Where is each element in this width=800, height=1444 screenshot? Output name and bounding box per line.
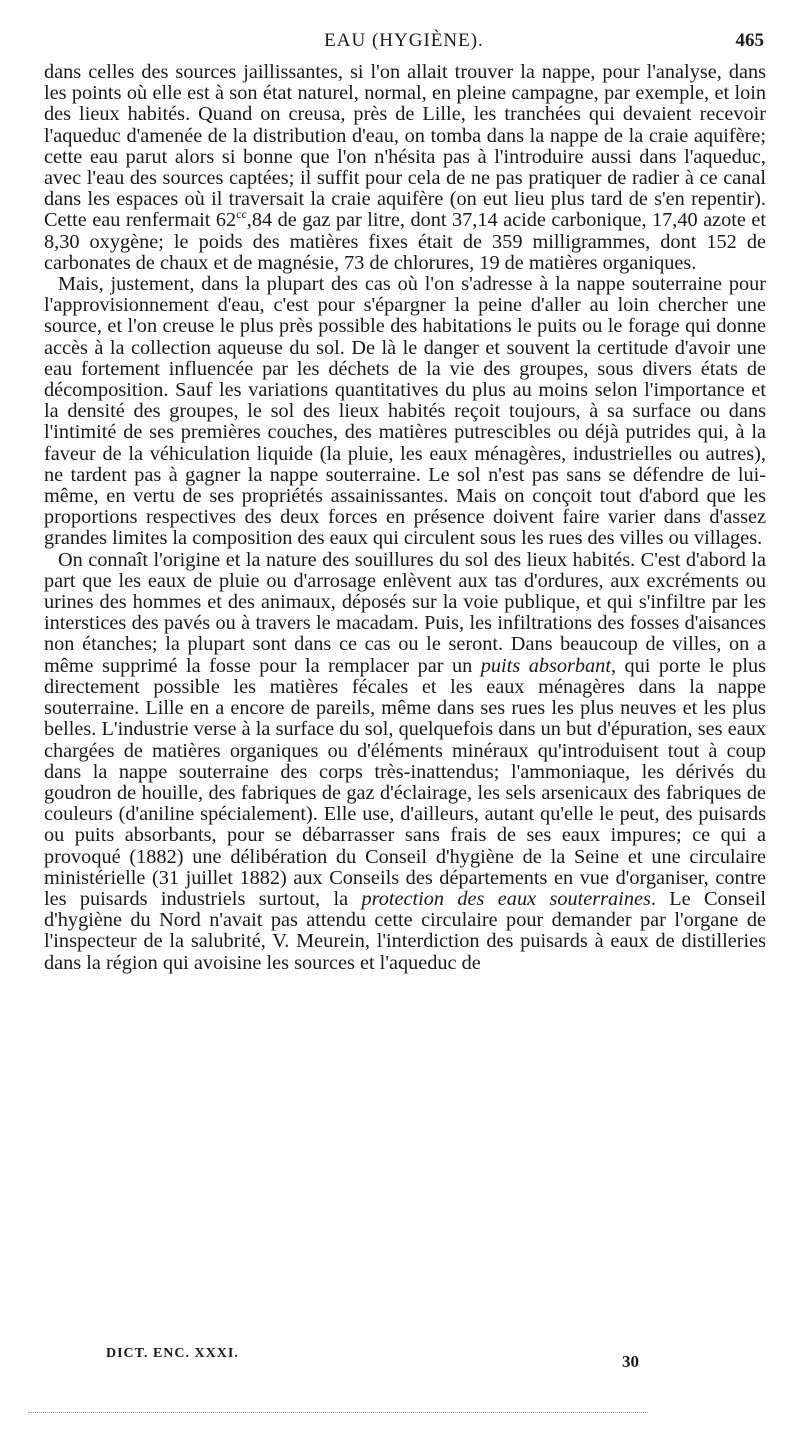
text-run: dans celles des sources jaillissantes, si l'on allait trouver la nappe, pour l'analyse, dans les points où elle est à son état naturel, normal, en pleine campagne, par exemple, et loin des lieux habités. Quand on creusa, près de Lille, les tranchées qui devaient recevoir l'aqueduc d'amenée de la distribution d'eau, on tomba dans la nappe de la craie aquifère; cette eau parut alors si bonne que l'on n'hésita pas à l'introduire aussi dans l'aqueduc, avec l'eau des sources captées; il suffit pour cela de ne pas pratiquer de radier à ce canal dans les espaces où il traversait la craie aquifère (on eut lieu plus tard de s'en repentir). Cette eau renfermait 62 [44, 61, 766, 232]
paragraph [44, 62, 766, 274]
paragraph [44, 550, 766, 974]
signature-number: 30 [622, 1352, 639, 1371]
italic-term: puits absorbant [480, 654, 611, 677]
text-run: Mais, justement, dans la plupart des cas où l'on s'adresse à la nappe souterraine pour l'approvisionnement d'eau, c'est pour s'épargner la peine d'aller au loin chercher une source, et l'on creuse le plus près possible des habitations le puits ou le forage qui donne accès à la collection aqueuse du sol. De là le danger et souvent la certitude d'avoir une eau fortement influencée par les déchets de la vie des groupes, sous divers états de décomposition. Sauf les variations quantitatives du plus au moins selon l'importance et la densité des groupes, le sol des lieux habités reçoit toujours, à sa surface ou dans l'intimité de ses premières couches, des matières putrescibles ou déjà putrides qui, à la faveur de la véhiculation liquide (la pluie, les eaux ménagères, industrielles ou autres), ne tardent pas à gagner la nappe souterraine. Le sol n'est pas sans se défendre de lui-même, en vertu de ses propriétés assainissantes. Mais on conçoit tout d'abord que les proportions respectives des deux forces en présence doivent faire varier dans d'assez grandes limites la composition des eaux qui circulent sous les rues des villes ou villages. [44, 273, 766, 550]
page-header [44, 30, 764, 54]
italic-term: protection des eaux souterraines [361, 887, 651, 910]
superscript-unit: cc [236, 207, 247, 222]
text-run: . Le Conseil d'hygiène du Nord n'avait pas attendu cette circulaire pour demander par l'organe de l'inspecteur de la salubrité, V. Meurein, l'interdiction des puisards à eaux de distilleries dans la région qui avoisine les sources et l'aqueduc de [44, 887, 766, 974]
page-number: 465 [735, 30, 764, 51]
text-run: ,84 de gaz par litre, dont 37,14 acide carbonique, 17,40 azote et 8,30 oxygène; le poids des matières fixes était de 359 milligrammes, dont 152 de carbonates de chaux et de magnésie, 73 de chlorures, 19 de matières organiques. [44, 209, 767, 274]
printer-signature: DICT. ENC. XXXI. [106, 1346, 239, 1361]
page-footer [44, 1346, 766, 1376]
text-run: On connaît l'origine et la nature des souillures du sol des lieux habités. C'est d'abord la part que les eaux de pluie ou d'arrosage enlèvent aux tas d'ordures, aux excréments ou urines des hommes et des animaux, déposés sur la voie publique, et qui s'infiltre par les interstices des pavés ou à travers le macadam. Puis, les infiltrations des fosses d'aisances non étanches; la plupart sont dans ce cas ou le seront. Dans beaucoup de villes, on a même supprimé la fosse pour la remplacer par un [44, 548, 766, 677]
running-head: EAU (HYGIÈNE). [324, 30, 484, 51]
body-text [44, 62, 766, 974]
bottom-dotted-rule [28, 1412, 648, 1413]
text-run: , qui porte le plus directement possible les matières fécales et les eaux ménagères dans la nappe souterraine. Lille en a encore de pareils, même dans ses rues les plus neuves et les plus belles. L'industrie verse à la surface du sol, quelquefois dans un but d'épuration, ses eaux chargées de matières organiques ou d'éléments minéraux qu'introduisent tout à coup dans la nappe souterraine des corps très-inattendus; l'ammoniaque, les dérivés du goudron de houille, des fabriques de gaz d'éclairage, les sels arsenicaux des fabriques de couleurs (d'aniline spécialement). Elle use, d'ailleurs, autant qu'elle le peut, des puisards ou puits absorbants, pour se débarrasser sans frais de ses eaux impures; ce qui a provoqué (1882) une délibération du Conseil d'hygiène de la Seine et une circulaire ministérielle (31 juillet 1882) aux Conseils des départements en vue d'organiser, contre les puisards industriels surtout, la [44, 654, 767, 910]
paragraph [44, 274, 766, 550]
